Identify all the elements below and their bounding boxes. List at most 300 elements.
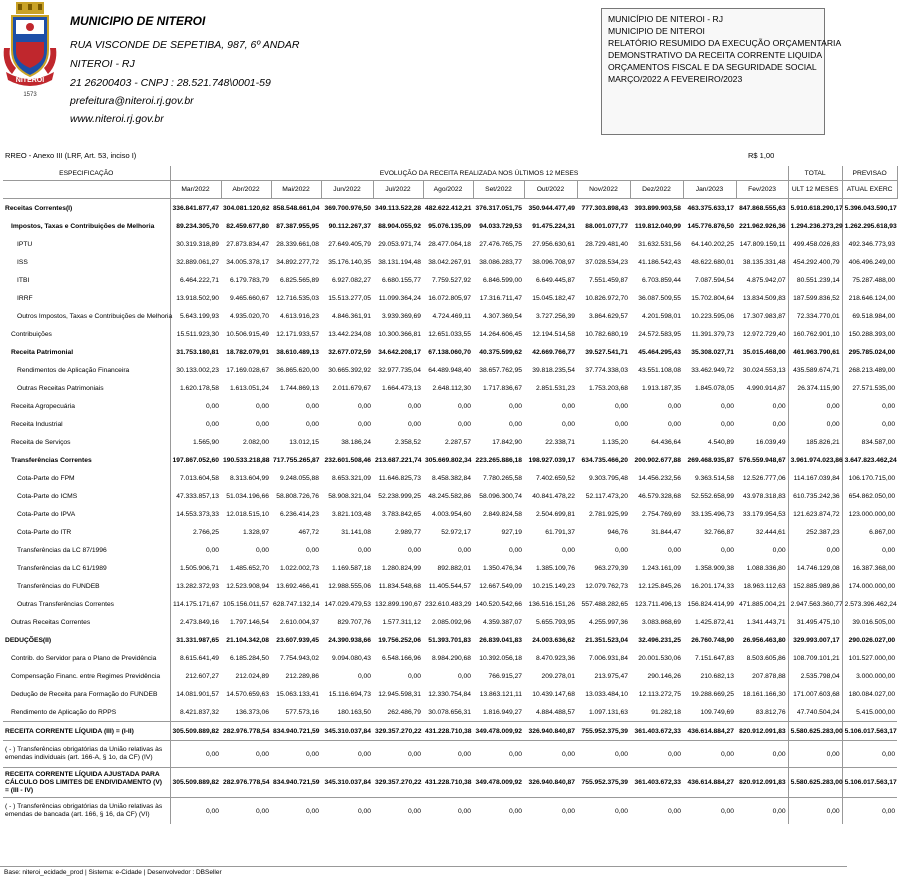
forecast-cell: 0,00 [842,741,897,768]
row-label: Transferências Correntes [11,456,92,464]
month-value-cell: 12.194.514,58 [532,330,575,338]
table-row [3,613,897,631]
total-cell: 454.292.400,79 [788,253,842,271]
month-value-cell: 8.421.837,32 [170,703,221,722]
annex-label: RREO - Anexo III (LRF, Art. 53, inciso I) [5,151,137,160]
forecast-cell: 3.000.000,00 [842,667,897,685]
table-row [3,541,897,559]
month-value-cell: 7.087.594,54 [694,276,734,284]
month-value-cell: 0,00 [271,798,321,825]
month-value-cell: 7.780.265,58 [482,474,522,482]
month-value-cell: 26.839.041,83 [479,636,522,644]
forecast-cell: 0,00 [842,541,897,559]
total-cell: 5.910.618.290,17 [788,199,842,218]
month-value-cell: 19.288.669,25 [691,690,734,698]
month-value-cell: 304.081.120,62 [223,204,270,212]
month-header: Jul/2022 [373,181,423,199]
row-label: Compensação Financ. entre Regimes Previdência [11,672,161,680]
month-value-cell: 2.989,77 [394,528,421,536]
month-value-cell: 156.824.414,99 [687,600,734,608]
month-value-cell: 12.330.754,84 [428,690,471,698]
month-value-cell: 0,00 [457,546,471,554]
month-value-cell: 89.234.305,70 [170,217,221,235]
month-value-cell: 0,00 [357,402,371,410]
month-value-cell: 32.496.231,25 [638,636,681,644]
month-value-cell: 232.610.483,29 [425,600,472,608]
month-value-cell: 16.072.805,97 [428,294,471,302]
total-subheader: ULT 12 MESES [788,181,842,199]
month-value-cell: 361.403.672,33 [630,722,683,741]
row-label: ( - ) Transferências obrigatórias da União relativas às emendas individuais (art. 166-A, § 1o, da CF) (IV) [3,741,170,768]
evolution-header: EVOLUÇÃO DA RECEITA REALIZADA NOS ÚLTIMOS 12 MESES [170,166,788,181]
month-value-cell: 0,00 [255,546,269,554]
month-value-cell: 2.358,52 [394,438,421,446]
month-value-cell: 10.215.149,23 [532,582,575,590]
month-value-cell: 17.169.028,67 [226,366,269,374]
month-value-cell: 0,00 [221,798,271,825]
total-cell: 435.589.674,71 [788,361,842,379]
month-value-cell: 18.161.166,30 [742,690,786,698]
month-value-cell: 0,00 [508,546,522,554]
month-header: Mai/2022 [271,181,321,199]
month-value-cell: 0,00 [457,420,471,428]
month-value-cell: 3.864.629,57 [588,312,628,320]
total-cell: 0,00 [788,541,842,559]
forecast-cell: 0,00 [842,798,897,825]
month-value-cell: 10.223.595,06 [691,312,734,320]
total-cell: 72.334.770,01 [788,307,842,325]
month-value-cell: 38.086.283,77 [479,258,522,266]
month-value-cell: 482.622.412,21 [425,204,472,212]
row-label: Receitas Correntes(I) [5,204,73,212]
month-value-cell: 1.620.178,58 [170,379,221,397]
month-value-cell: 2.610.004,37 [279,618,319,626]
table-row [3,523,897,541]
month-value-cell: 31.331.987,65 [170,631,221,649]
month-value-cell: 198.927.039,17 [528,456,575,464]
month-header: Ago/2022 [423,181,473,199]
total-cell: 121.623.874,72 [788,505,842,523]
total-cell: 80.551.239,14 [788,271,842,289]
total-cell: 5.580.625.283,00 [788,768,842,798]
footer-source: Base: niteroi_ecidade_prod | Sistema: e-Cidade | Desenvolvedor : DBSeller [4,869,222,876]
month-value-cell: 12.945.598,31 [378,690,421,698]
month-value-cell: 30.078.656,31 [428,708,471,716]
total-cell: 2.947.563.360,77 [788,595,842,613]
month-value-cell: 2.851.531,23 [535,384,575,392]
table-row [3,667,897,685]
month-value-cell: 41.186.542,43 [638,258,681,266]
month-value-cell: 31.632.531,56 [638,240,681,248]
month-value-cell: 12.972.729,40 [742,330,786,338]
month-value-cell: 6.179.783,79 [229,276,269,284]
month-value-cell: 2.754.769,69 [641,510,681,518]
total-cell: 2.535.798,04 [788,667,842,685]
month-value-cell: 24.572.583,95 [638,330,681,338]
row-label: ( - ) Transferências obrigatórias da União relativas às emendas de bancada (art. 166, § 16, da CF) (VI) [3,798,170,825]
month-value-cell: 1.816.949,27 [482,708,522,716]
month-value-cell: 2.011.679,67 [332,384,371,392]
month-value-cell: 6.703.859,44 [641,276,681,284]
table-row [3,289,897,307]
month-value-cell: 1.358.909,38 [694,564,734,572]
month-value-cell: 45.464.295,43 [638,348,681,356]
month-value-cell: 37.774.338,03 [585,366,628,374]
month-value-cell: 51.034.196,66 [226,492,269,500]
forecast-cell: 106.170.715,00 [842,469,897,487]
month-value-cell: 52.117.473,20 [585,492,628,500]
month-value-cell: 376.317.051,75 [475,204,522,212]
month-value-cell: 4.846.361,91 [331,312,371,320]
month-value-cell: 38.657.762,95 [479,366,522,374]
row-label: Receita Agropecuária [11,402,75,410]
month-value-cell: 36.087.509,55 [638,294,681,302]
month-value-cell: 136.516.151,26 [528,600,575,608]
forecast-cell: 295.785.024,00 [842,343,897,361]
report-header [0,0,847,150]
month-value-cell: 94.033.729,53 [479,222,522,230]
month-value-cell: 927,19 [501,528,522,536]
month-value-cell: 32.889.061,27 [170,253,221,271]
month-value-cell: 0,00 [407,672,421,680]
total-cell: 252.387,23 [788,523,842,541]
month-value-cell: 39.818.235,54 [532,366,575,374]
table-row [3,415,897,433]
phone-cnpj: 21 26200403 - CNPJ : 28.521.748\0001-59 [70,77,271,89]
month-value-cell: 829.707,76 [337,618,371,626]
row-label: Impostos, Taxas e Contribuições de Melhoria [11,222,155,230]
table-row [3,649,897,667]
month-value-cell: 21.351.523,04 [585,636,628,644]
month-value-cell: 628.747.132,14 [273,600,320,608]
row-label: Contrib. do Servidor para o Plano de Previdência [11,654,157,662]
forecast-cell: 5.396.043.590,17 [842,199,897,218]
month-value-cell: 0,00 [772,402,786,410]
table-row [3,235,897,253]
month-value-cell: 7.759.527,92 [431,276,471,284]
month-value-cell: 23.607.939,45 [276,636,319,644]
month-value-cell: 2.473.849,16 [170,613,221,631]
table-row [3,722,897,741]
month-value-cell: 13.692.466,41 [276,582,319,590]
month-value-cell: 13.863.121,11 [479,690,522,698]
month-value-cell: 64.489.948,40 [428,366,471,374]
month-value-cell: 2.781.925,99 [588,510,628,518]
month-value-cell: 755.952.375,39 [577,768,630,798]
month-value-cell: 36.865.620,00 [276,366,319,374]
month-value-cell: 5.643.199,93 [170,307,221,325]
month-value-cell: 8.615.641,49 [170,649,221,667]
report-line: RELATÓRIO RESUMIDO DA EXECUÇÃO ORÇAMENTARIA [608,38,842,48]
month-value-cell: 114.175.171,67 [170,595,221,613]
month-value-cell: 0,00 [255,420,269,428]
month-value-cell: 200.902.677,88 [634,456,681,464]
month-value-cell: 13.033.484,10 [585,690,628,698]
month-value-cell: 26.956.463,80 [742,636,786,644]
month-value-cell: 6.548.166,96 [381,654,421,662]
month-value-cell: 1.097.131,63 [588,708,628,716]
month-value-cell: 1.505.906,71 [170,559,221,577]
month-value-cell: 209.278,01 [541,672,575,680]
month-value-cell: 40.375.599,62 [479,348,522,356]
month-value-cell: 212.024,89 [235,672,269,680]
month-value-cell: 10.782.680,19 [585,330,628,338]
month-value-cell: 11.646.825,73 [378,474,421,482]
total-cell: 31.495.475,10 [788,613,842,631]
month-value-cell: 0,00 [473,798,524,825]
month-value-cell: 12.079.762,73 [585,582,628,590]
month-value-cell: 64.140.202,25 [691,240,734,248]
month-value-cell: 345.310.037,84 [321,768,373,798]
table-row [3,325,897,343]
month-value-cell: 0,00 [305,420,319,428]
month-header: Fev/2023 [736,181,788,199]
month-value-cell: 32.977.735,04 [378,366,421,374]
email: prefeitura@niteroi.rj.gov.br [70,95,194,107]
month-value-cell: 91.282,18 [651,708,681,716]
month-value-cell: 31.844,47 [651,528,681,536]
month-value-cell: 11.099.364,24 [378,294,421,302]
row-label: IPTU [17,240,33,248]
month-value-cell: 213.687.221,74 [375,456,422,464]
forecast-cell: 5.415.000,00 [842,703,897,722]
logo-year: 1573 [23,92,37,98]
month-value-cell: 1.613.051,24 [229,384,269,392]
row-label: Transferências da LC 87/1996 [17,546,107,554]
month-value-cell: 28.339.661,08 [276,240,319,248]
month-value-cell: 0,00 [305,402,319,410]
row-label: RECEITA CORRENTE LÍQUIDA AJUSTADA PARA CÁLCULO DOS LIMITES DE ENDIVIDAMENTO (V) = (III - IV) [3,768,170,798]
row-label: Cota-Parte do IPVA [17,510,76,518]
month-value-cell: 6.464.222,71 [170,271,221,289]
month-value-cell: 212.289,86 [285,672,319,680]
row-label: Receita Patrimonial [11,348,74,356]
forecast-cell: 101.527.000,00 [842,649,897,667]
row-label: ISS [17,258,28,266]
month-value-cell: 2.766,25 [170,523,221,541]
month-value-cell: 0,00 [321,798,373,825]
month-value-cell: 0,00 [423,741,473,768]
month-value-cell: 67.138.060,70 [428,348,471,356]
month-value-cell: 847.868.555,63 [739,204,786,212]
month-value-cell: 0,00 [170,415,221,433]
total-cell: 171.007.603,68 [788,685,842,703]
month-value-cell: 1.135,20 [601,438,628,446]
forecast-cell: 834.587,00 [842,433,897,451]
month-value-cell: 43.978.318,83 [742,492,786,500]
month-value-cell: 14.570.659,63 [226,690,269,698]
forecast-cell: 6.867,00 [842,523,897,541]
month-value-cell: 210.682,13 [700,672,734,680]
month-value-cell: 436.614.884,27 [683,768,736,798]
month-value-cell: 7.006.931,84 [588,654,628,662]
table-row [3,343,897,361]
month-value-cell: 132.899.190,67 [375,600,422,608]
month-value-cell: 88.904.055,92 [378,222,421,230]
month-value-cell: 1.845.078,05 [694,384,734,392]
row-label: Receita Industrial [11,420,63,428]
month-value-cell: 13.918.502,90 [170,289,221,307]
month-value-cell: 7.754.943,02 [279,654,319,662]
total-cell: 0,00 [788,397,842,415]
month-value-cell: 190.533.218,88 [223,456,270,464]
month-value-cell: 393.899.903,58 [634,204,681,212]
month-value-cell: 1.350.476,34 [482,564,522,572]
month-value-cell: 17.842,90 [492,438,522,446]
table-row [3,505,897,523]
month-value-cell: 14.553.373,33 [170,505,221,523]
month-value-cell: 15.511.923,30 [170,325,221,343]
month-value-cell: 1.744.869,13 [279,384,319,392]
month-value-cell: 0,00 [508,402,522,410]
total-cell: 3.961.974.023,86 [788,451,842,469]
month-value-cell: 282.976.778,54 [221,722,271,741]
month-value-cell: 207.878,88 [752,672,786,680]
month-value-cell: 140.520.542,66 [475,600,522,608]
month-value-cell: 2.085.092,96 [431,618,471,626]
table-row [3,307,897,325]
month-value-cell: 7.402.659,52 [535,474,575,482]
month-value-cell: 95.076.135,09 [428,222,471,230]
month-value-cell: 1.717.836,67 [482,384,522,392]
month-value-cell: 766.915,27 [488,672,522,680]
month-value-cell: 28.729.481,40 [585,240,628,248]
table-row [3,379,897,397]
month-value-cell: 4.935.020,70 [229,312,269,320]
table-row [3,253,897,271]
month-value-cell: 9.363.514,58 [694,474,734,482]
month-value-cell: 12.113.272,75 [638,690,681,698]
month-value-cell: 46.579.328,68 [638,492,681,500]
month-value-cell: 20.001.530,06 [638,654,681,662]
month-value-cell: 0,00 [614,546,628,554]
month-value-cell: 557.488.282,65 [581,600,628,608]
spec-header: ESPECIFICAÇÃO [3,166,170,181]
forecast-cell: 5.106.017.563,17 [842,722,897,741]
month-value-cell: 30.024.553,13 [742,366,786,374]
month-value-cell: 0,00 [772,546,786,554]
month-value-cell: 345.310.037,84 [321,722,373,741]
month-value-cell: 7.551.459,87 [588,276,628,284]
month-value-cell: 305.509.889,82 [170,722,221,741]
city-coat-of-arms-logo [2,2,58,100]
forecast-cell: 180.084.027,00 [842,685,897,703]
month-value-cell: 32.677.072,59 [328,348,371,356]
month-value-cell: 12.667.549,09 [479,582,522,590]
month-value-cell: 305.509.889,82 [170,768,221,798]
month-value-cell: 1.341.443,71 [746,618,786,626]
report-line: DEMONSTRATIVO DA RECEITA CORRENTE LIQUIDA [608,50,823,60]
month-value-cell: 232.601.508,46 [324,456,371,464]
total-cell: 152.885.989,86 [788,577,842,595]
month-value-cell: 147.029.479,53 [324,600,371,608]
forecast-subheader: ATUAL EXERC [842,181,897,199]
month-value-cell: 1.485.652,70 [229,564,269,572]
month-value-cell: 38.042.267,91 [428,258,471,266]
month-value-cell: 12.018.515,10 [226,510,269,518]
total-cell: 499.458.026,83 [788,235,842,253]
forecast-cell: 27.571.535,00 [842,379,897,397]
month-value-cell: 963.279,39 [594,564,628,572]
month-value-cell: 336.841.877,47 [170,199,221,218]
month-value-cell: 27.873.834,47 [226,240,269,248]
month-value-cell: 24.003.636,62 [532,636,575,644]
table-row [3,217,897,235]
row-label: Dedução de Receita para Formação do FUNDEB [11,690,158,698]
month-value-cell: 109.749,69 [700,708,734,716]
forecast-cell: 3.647.823.462,24 [842,451,897,469]
month-value-cell: 223.265.886,18 [475,456,522,464]
total-header: TOTAL [788,166,842,181]
month-value-cell: 8.470.923,36 [535,654,575,662]
month-value-cell: 0,00 [357,420,371,428]
month-value-cell: 91.475.224,31 [532,222,575,230]
month-value-cell: 0,00 [720,402,734,410]
report-line: MUNICÍPIO DE NITEROI - RJ [608,14,724,24]
month-value-cell: 17.316.711,47 [479,294,522,302]
month-value-cell: 2.082,00 [242,438,269,446]
month-value-cell: 51.393.701,83 [428,636,471,644]
month-value-cell: 0,00 [736,741,788,768]
forecast-cell: 0,00 [842,397,897,415]
month-value-cell: 21.104.342,08 [226,636,269,644]
month-value-cell: 1.328,97 [242,528,269,536]
month-value-cell: 1.169.587,18 [331,564,371,572]
month-value-cell: 0,00 [357,546,371,554]
month-value-cell: 58.096.300,74 [479,492,522,500]
month-value-cell: 0,00 [457,672,471,680]
month-value-cell: 28.477.064,18 [428,240,471,248]
month-value-cell: 820.912.091,83 [736,768,788,798]
month-value-cell: 14.264.606,45 [479,330,522,338]
table-row [3,397,897,415]
month-value-cell: 1.243.161,09 [641,564,681,572]
month-value-cell: 35.015.468,00 [742,348,786,356]
month-value-cell: 1.022.002,73 [279,564,319,572]
month-value-cell: 6.680.155,77 [381,276,421,284]
month-value-cell: 431.228.710,38 [423,768,473,798]
month-value-cell: 29.053.971,74 [378,240,421,248]
month-value-cell: 436.614.884,27 [683,722,736,741]
month-value-cell: 4.540,89 [707,438,734,446]
month-value-cell: 0,00 [561,420,575,428]
month-value-cell: 33.462.949,72 [691,366,734,374]
month-value-cell: 58.808.726,76 [276,492,319,500]
row-label: Cota-Parte do FPM [17,474,75,482]
forecast-cell: 5.106.017.563,17 [842,768,897,798]
month-value-cell: 18.963.112,63 [743,582,786,590]
month-value-cell: 19.756.252,06 [378,636,421,644]
month-header: Set/2022 [473,181,524,199]
month-value-cell: 48.245.582,86 [428,492,471,500]
month-value-cell: 7.013.604,58 [170,469,221,487]
month-value-cell: 10.826.972,70 [585,294,628,302]
month-value-cell: 0,00 [561,402,575,410]
month-value-cell: 467,72 [298,528,319,536]
month-value-cell: 0,00 [305,546,319,554]
row-label: Rendimento de Aplicação do RPPS [11,708,117,716]
month-value-cell: 8.653.321,09 [331,474,371,482]
month-value-cell: 15.513.277,05 [328,294,371,302]
month-value-cell: 34.892.277,72 [276,258,319,266]
month-value-cell: 0,00 [630,741,683,768]
month-value-cell: 1.797.146,54 [229,618,269,626]
table-row [3,631,897,649]
month-value-cell: 0,00 [683,798,736,825]
month-value-cell: 83.812,76 [755,708,786,716]
month-value-cell: 577.573,16 [285,708,319,716]
month-value-cell: 212.607,27 [170,667,221,685]
